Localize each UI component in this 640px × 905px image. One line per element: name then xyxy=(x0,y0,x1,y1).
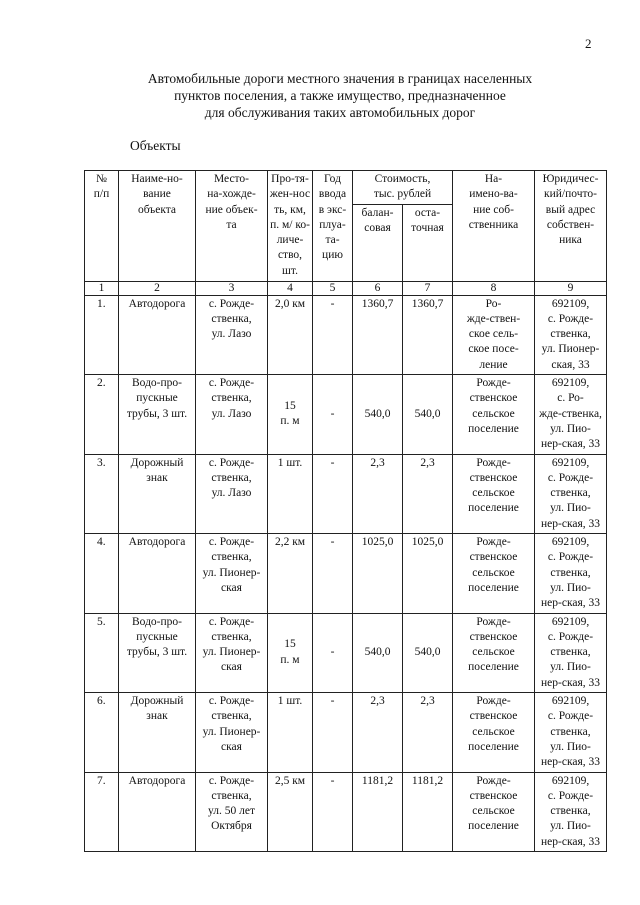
cell-line: ть, км, xyxy=(274,203,306,216)
cell-line: ское сель- xyxy=(468,328,519,341)
cell-line: Стоимость, xyxy=(374,173,431,185)
cell-address xyxy=(535,295,607,374)
cell-line: Автодорога xyxy=(128,774,186,787)
column-number: 5 xyxy=(313,281,353,295)
cell-line: Рожде- xyxy=(476,456,511,469)
cell-line: трубы, 3 шт. xyxy=(126,407,188,420)
cell-line: Год xyxy=(324,173,341,185)
cell-line: ул. Пио- xyxy=(550,661,591,674)
cell-line: сельское xyxy=(472,725,515,738)
cell-owner xyxy=(453,454,535,533)
cell-line: с. Ро- xyxy=(557,392,584,405)
header-name xyxy=(119,171,196,282)
header-year xyxy=(313,171,353,282)
cell-line: На- xyxy=(484,173,503,185)
cell-length xyxy=(268,693,313,772)
cell-location xyxy=(196,295,268,374)
cell-line: 692109, xyxy=(551,536,590,549)
cell-line: п/п xyxy=(93,188,110,201)
cell-line: ская xyxy=(221,581,242,594)
cell-line: сельское xyxy=(472,566,515,579)
cell-owner xyxy=(453,375,535,454)
cell-line: нер-ская, 33 xyxy=(541,835,600,848)
header-cost-residual xyxy=(403,204,453,281)
cell-line: Рожде- xyxy=(476,774,511,787)
cell-line: с. Рожде- xyxy=(208,297,255,310)
cell-location xyxy=(196,772,268,851)
cell-line: Рожде- xyxy=(476,536,511,549)
cell-line: Про-тя- xyxy=(271,173,309,185)
cell-line: ская, 33 xyxy=(551,358,590,371)
cell-num: 2. xyxy=(85,375,119,454)
cell-line: поселение xyxy=(468,740,519,753)
cell-location xyxy=(196,613,268,692)
cell-year: - xyxy=(313,613,353,692)
cell-line: Ро- xyxy=(485,297,502,310)
cell-line: с. Рожде- xyxy=(547,312,594,325)
cell-line: жен-нос xyxy=(269,188,311,201)
cell-location xyxy=(196,693,268,772)
cell-name xyxy=(119,693,196,772)
cell-name xyxy=(119,454,196,533)
cell-owner xyxy=(453,613,535,692)
cell-name xyxy=(119,375,196,454)
cell-line: трубы, 3 шт. xyxy=(126,646,188,659)
cell-residual: 1360,7 xyxy=(403,295,453,374)
cell-line: с. Рожде- xyxy=(208,774,255,787)
cell-line: Водо-про- xyxy=(131,377,182,390)
cell-line: с. Рожде- xyxy=(547,551,594,564)
cell-owner xyxy=(453,295,535,374)
cell-line: Дорожный xyxy=(130,695,184,708)
cell-line: Место- xyxy=(213,173,250,185)
cell-balance: 540,0 xyxy=(353,375,403,454)
cell-line: имено-ва- xyxy=(469,188,518,201)
cell-line: 15 xyxy=(284,638,296,651)
cell-name xyxy=(119,295,196,374)
cell-name xyxy=(119,772,196,851)
cell-line: ственка, xyxy=(550,328,591,341)
header-cost-balance xyxy=(353,204,403,281)
cell-length xyxy=(268,454,313,533)
header-owner xyxy=(453,171,535,282)
cell-line: ское посе- xyxy=(468,343,519,356)
cell-line: кий/почто- xyxy=(544,188,597,201)
cell-line: Дорожный xyxy=(130,456,184,469)
cell-line: ственка, xyxy=(211,312,252,325)
cell-residual: 540,0 xyxy=(403,613,453,692)
cell-line: ственка, xyxy=(550,725,591,738)
cell-line: ственка, xyxy=(211,789,252,802)
cell-line: жде-ствен- xyxy=(466,312,521,325)
header-length xyxy=(268,171,313,282)
cell-residual: 540,0 xyxy=(403,375,453,454)
cell-year: - xyxy=(313,375,353,454)
cell-line: с. Рожде- xyxy=(208,377,255,390)
cell-line: с. Рожде- xyxy=(208,456,255,469)
cell-line: 15 xyxy=(284,400,296,413)
cell-line: ул. Пио- xyxy=(550,422,591,435)
cell-balance: 540,0 xyxy=(353,613,403,692)
title-line: для обслуживания таких автомобильных дорог xyxy=(204,105,476,120)
cell-line: плуа- xyxy=(319,218,346,231)
cell-line: ул. Пио- xyxy=(550,581,591,594)
cell-num: 7. xyxy=(85,772,119,851)
header-row xyxy=(85,171,607,205)
table-row xyxy=(85,534,607,613)
cell-line: нер-ская, 33 xyxy=(541,517,600,530)
table-row xyxy=(85,454,607,533)
cell-length xyxy=(268,613,313,692)
cell-line: ул. Пио- xyxy=(550,502,591,515)
document-title xyxy=(0,70,640,121)
cell-line: нер-ская, 33 xyxy=(541,756,600,769)
cell-num: 6. xyxy=(85,693,119,772)
cell-year: - xyxy=(313,534,353,613)
cell-line: поселение xyxy=(468,661,519,674)
cell-line: Октября xyxy=(211,820,252,833)
cell-owner xyxy=(453,534,535,613)
cell-line: с. Рожде- xyxy=(208,536,255,549)
section-subtitle: Объекты xyxy=(130,138,181,153)
cell-line: ул. Пионер- xyxy=(202,725,261,738)
cell-line: нер-ская, 33 xyxy=(541,597,600,610)
cell-line: шт. xyxy=(282,264,298,277)
cell-length xyxy=(268,295,313,374)
cell-line: с. Рожде- xyxy=(547,471,594,484)
cell-num: 1. xyxy=(85,295,119,374)
cell-address xyxy=(535,534,607,613)
cell-line: ственника xyxy=(468,218,519,231)
cell-line: та xyxy=(226,218,237,231)
cell-line: собствен- xyxy=(546,218,595,231)
cell-line: пускные xyxy=(136,392,178,405)
cell-address xyxy=(535,772,607,851)
cell-year: - xyxy=(313,693,353,772)
cell-line: ул. Пионер- xyxy=(202,646,261,659)
cell-line: сельское xyxy=(472,646,515,659)
column-number: 9 xyxy=(535,281,607,295)
cell-line: та- xyxy=(325,234,340,247)
cell-line: ская xyxy=(221,740,242,753)
cell-line: ственское xyxy=(469,710,518,723)
cell-num: 4. xyxy=(85,534,119,613)
cell-line: пускные xyxy=(136,630,178,643)
cell-line: ственка, xyxy=(211,630,252,643)
cell-line: нер-ская, 33 xyxy=(541,676,600,689)
cell-line: 692109, xyxy=(551,297,590,310)
table-row xyxy=(85,772,607,851)
cell-line: ственка, xyxy=(550,566,591,579)
cell-num: 5. xyxy=(85,613,119,692)
cell-line: ственское xyxy=(469,789,518,802)
header-address xyxy=(535,171,607,282)
cell-line: сельское xyxy=(472,487,515,500)
cell-balance: 2,3 xyxy=(353,693,403,772)
cell-line: Юридичес- xyxy=(542,173,599,185)
cell-line: ние соб- xyxy=(473,203,514,216)
cell-line: Автодорога xyxy=(128,297,186,310)
cell-line: Водо-про- xyxy=(131,615,182,628)
cell-residual: 1181,2 xyxy=(403,772,453,851)
objects-table xyxy=(84,170,607,852)
cell-address xyxy=(535,375,607,454)
table-row xyxy=(85,693,607,772)
cell-balance: 1025,0 xyxy=(353,534,403,613)
cell-line: 1 шт. xyxy=(277,695,303,708)
table-row xyxy=(85,613,607,692)
cell-location xyxy=(196,454,268,533)
cell-line: вый адрес xyxy=(545,203,596,216)
cell-length xyxy=(268,375,313,454)
cell-line: с. Рожде- xyxy=(547,710,594,723)
cell-year: - xyxy=(313,454,353,533)
cell-residual: 1025,0 xyxy=(403,534,453,613)
cell-line: ство, xyxy=(277,249,303,262)
cell-line: 692109, xyxy=(551,615,590,628)
cell-line: поселение xyxy=(468,422,519,435)
cell-line: ственское xyxy=(469,551,518,564)
cell-line: поселение xyxy=(468,581,519,594)
cell-line: ние объек- xyxy=(205,203,258,216)
cell-residual: 2,3 xyxy=(403,454,453,533)
table-row xyxy=(85,375,607,454)
column-number: 4 xyxy=(268,281,313,295)
cell-line: знак xyxy=(146,471,168,484)
cell-residual: 2,3 xyxy=(403,693,453,772)
cell-owner xyxy=(453,772,535,851)
cell-line: вание xyxy=(143,188,171,201)
title-line: пунктов поселения, а также имущество, предназначенное xyxy=(174,88,506,103)
cell-line: поселение xyxy=(468,502,519,515)
cell-line: п. м xyxy=(280,653,300,666)
cell-line: знак xyxy=(146,710,168,723)
cell-line: ственка, xyxy=(550,487,591,500)
column-number: 3 xyxy=(196,281,268,295)
cell-line: ул. Пио- xyxy=(550,740,591,753)
cell-line: п. м xyxy=(280,415,300,428)
cell-line: ская xyxy=(221,661,242,674)
cell-line: п. м/ ко- xyxy=(270,218,310,231)
cell-owner xyxy=(453,693,535,772)
cell-length xyxy=(268,772,313,851)
cell-line: ул. 50 лет xyxy=(208,805,255,818)
cell-num: 3. xyxy=(85,454,119,533)
cell-line: ул. Пио- xyxy=(550,820,591,833)
cell-line: балан- xyxy=(361,206,394,219)
cell-line: ул. Лазо xyxy=(211,407,252,420)
cell-line: ственское xyxy=(469,471,518,484)
cell-line: тыс. рублей xyxy=(373,188,432,201)
cell-line: ул. Лазо xyxy=(211,328,252,341)
cell-line: поселение xyxy=(468,820,519,833)
cell-line: ввода xyxy=(318,188,347,201)
cell-line: Рожде- xyxy=(476,615,511,628)
cell-name xyxy=(119,613,196,692)
cell-year: - xyxy=(313,772,353,851)
cell-location xyxy=(196,534,268,613)
cell-line: ственка, xyxy=(211,392,252,405)
cell-length xyxy=(268,534,313,613)
cell-line: в экс- xyxy=(318,203,347,216)
cell-line: совая xyxy=(364,221,391,234)
cell-line: на-хожде- xyxy=(207,188,256,201)
title-line: Автомобильные дороги местного значения в границах населенных xyxy=(147,71,533,86)
cell-line: ственка, xyxy=(550,805,591,818)
cell-line: ственка, xyxy=(550,646,591,659)
cell-line: ственка, xyxy=(211,710,252,723)
cell-line: 692109, xyxy=(551,774,590,787)
cell-location xyxy=(196,375,268,454)
cell-line: нер-ская, 33 xyxy=(541,438,600,451)
cell-line: ул. Пионер- xyxy=(541,343,600,356)
cell-line: с. Рожде- xyxy=(547,789,594,802)
cell-balance: 1360,7 xyxy=(353,295,403,374)
cell-line: № xyxy=(96,173,107,185)
cell-line: 2,2 км xyxy=(274,536,306,549)
cell-line: личе- xyxy=(276,234,304,247)
cell-line: ственское xyxy=(469,392,518,405)
header-cost xyxy=(353,171,453,205)
cell-line: 2,5 км xyxy=(274,774,306,787)
cell-year: - xyxy=(313,295,353,374)
cell-line: точная xyxy=(411,221,444,234)
cell-line: 692109, xyxy=(551,456,590,469)
column-number: 6 xyxy=(353,281,403,295)
cell-line: жде-ственка, xyxy=(539,407,602,420)
cell-line: ственское xyxy=(469,630,518,643)
cell-line: Рожде- xyxy=(476,377,511,390)
column-number: 2 xyxy=(119,281,196,295)
cell-line: 692109, xyxy=(551,377,590,390)
cell-line: сельское xyxy=(472,805,515,818)
column-number-row xyxy=(85,281,607,295)
cell-line: ул. Лазо xyxy=(211,487,252,500)
cell-line: 1 шт. xyxy=(277,456,303,469)
cell-line: цию xyxy=(322,249,343,262)
cell-line: 692109, xyxy=(551,695,590,708)
cell-balance: 1181,2 xyxy=(353,772,403,851)
cell-line: оста- xyxy=(414,206,441,219)
header-num xyxy=(85,171,119,282)
cell-line: с. Рожде- xyxy=(208,695,255,708)
cell-line: с. Рожде- xyxy=(547,630,594,643)
cell-name xyxy=(119,534,196,613)
cell-address xyxy=(535,693,607,772)
column-number: 1 xyxy=(85,281,119,295)
cell-line: 2,0 км xyxy=(274,297,306,310)
cell-line: Наиме-но- xyxy=(131,173,183,185)
page-number: 2 xyxy=(585,36,592,51)
cell-line: сельское xyxy=(472,407,515,420)
cell-line: с. Рожде- xyxy=(208,615,255,628)
cell-address xyxy=(535,454,607,533)
column-number: 7 xyxy=(403,281,453,295)
cell-line: ственка, xyxy=(211,471,252,484)
cell-line: ление xyxy=(479,358,508,371)
cell-address xyxy=(535,613,607,692)
cell-line: ника xyxy=(559,234,582,247)
column-number: 8 xyxy=(453,281,535,295)
cell-line: Автодорога xyxy=(128,536,186,549)
cell-balance: 2,3 xyxy=(353,454,403,533)
cell-line: ственка, xyxy=(211,551,252,564)
table-row xyxy=(85,295,607,374)
header-location xyxy=(196,171,268,282)
cell-line: объекта xyxy=(137,203,177,216)
cell-line: Рожде- xyxy=(476,695,511,708)
cell-line: ул. Пионер- xyxy=(202,566,261,579)
